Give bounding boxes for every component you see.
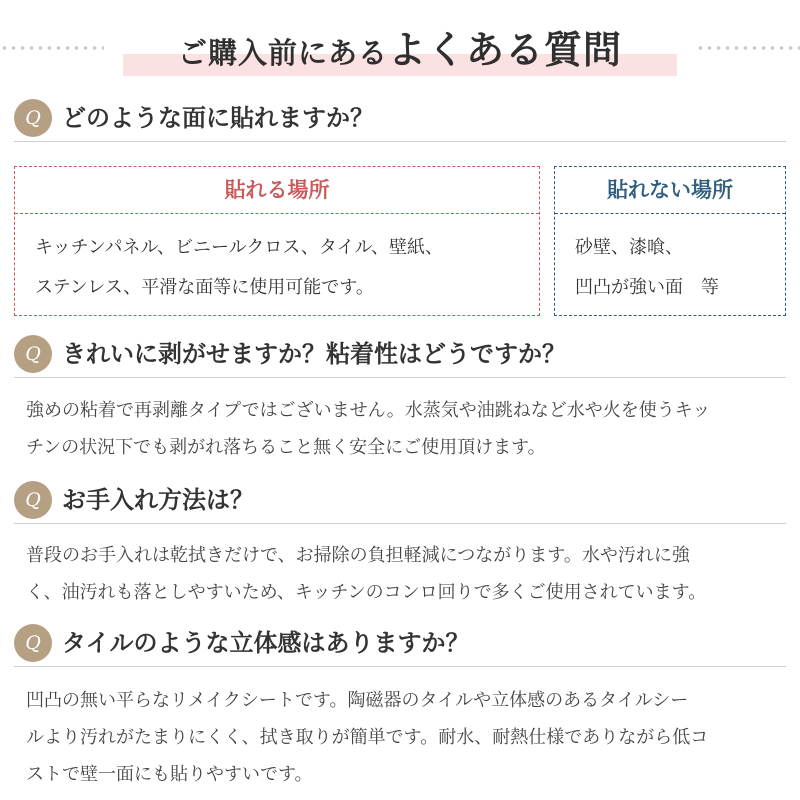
answer-line: 強めの粘着で再剥離タイプではございません。水蒸気や油跳ねなど水や火を使うキッ	[26, 400, 711, 421]
applicable-surfaces-title: 貼れる場所	[15, 167, 539, 214]
applicable-surfaces-line: キッチンパネル、ビニールクロス、タイル、壁紙、	[35, 237, 444, 258]
question-text: タイルのような立体感はありますか？	[62, 629, 470, 657]
faq-answer-2	[26, 392, 788, 466]
dotted-divider-left	[0, 46, 104, 50]
faq-question-2	[14, 331, 786, 378]
non-applicable-surfaces-line: 凹凸が強い面 等	[575, 277, 719, 298]
applicable-surfaces-list	[15, 214, 539, 308]
question-text: お手入れ方法は？	[62, 486, 254, 514]
page-title-part2: よくある質問	[388, 28, 623, 72]
q-badge-icon: Q	[14, 335, 52, 373]
non-applicable-surfaces-line: 砂壁、漆喰、	[575, 237, 683, 258]
question-text: どのような面に貼れますか？	[62, 104, 374, 132]
question-text: きれいに剥がせますか？粘着性はどうですか？	[62, 340, 566, 368]
answer-line: く、油汚れも落としやすいため、キッチンのコンロ回りで多くご使用されています。	[26, 582, 707, 603]
page-header	[0, 0, 800, 90]
faq-question-4	[14, 620, 786, 667]
answer-line: 普段のお手入れは乾拭きだけで、お掃除の負担軽減につながります。水や汚れに強	[26, 545, 690, 566]
q-badge-icon: Q	[14, 99, 52, 137]
faq-answer-3	[26, 537, 788, 611]
page-title-part1: ご購入前にある	[177, 36, 388, 70]
answer-line: ルより汚れがたまりにくく、拭き取りが簡単です。耐水、耐熱仕様でありながら低コ	[26, 727, 709, 748]
q-badge-icon: Q	[14, 481, 52, 519]
non-applicable-surfaces-box	[554, 166, 786, 316]
faq-question-3	[14, 477, 786, 524]
answer-line: チンの状況下でも剥がれ落ちること無く安全にご使用頂けます。	[26, 437, 546, 458]
applicable-surfaces-box	[14, 166, 540, 316]
dotted-divider-right	[696, 46, 800, 50]
answer-line: ストで壁一面にも貼りやすいです。	[26, 764, 313, 785]
q-badge-icon: Q	[14, 624, 52, 662]
faq-answer-4	[26, 682, 788, 793]
applicable-surfaces-line: ステンレス、平滑な面等に使用可能です。	[35, 277, 374, 298]
faq-question-1	[14, 95, 786, 142]
answer-line: 凹凸の無い平らなリメイクシートです。陶磁器のタイルや立体感のあるタイルシー	[26, 690, 689, 711]
non-applicable-surfaces-list	[555, 214, 785, 308]
page-title	[123, 26, 677, 76]
non-applicable-surfaces-title: 貼れない場所	[555, 167, 785, 214]
